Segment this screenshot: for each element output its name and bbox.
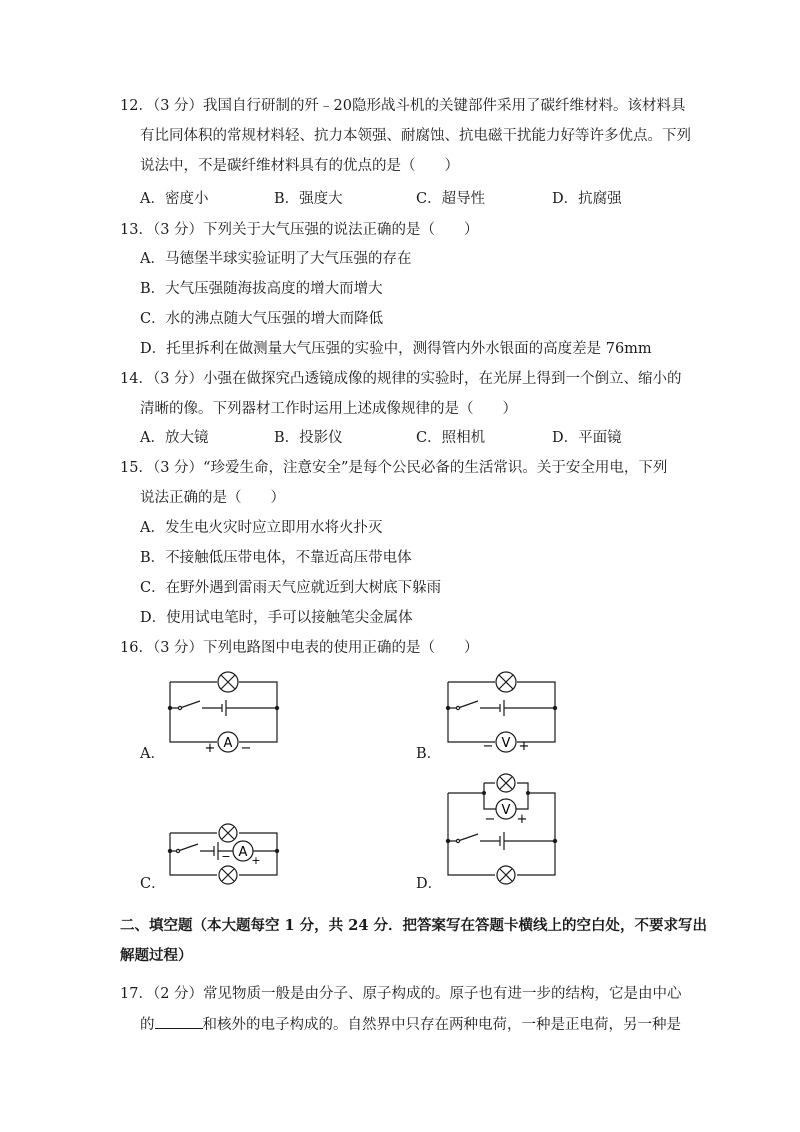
q13-option-c: C．水的沸点随大气压强的增大而降低 bbox=[140, 311, 384, 327]
q17-text-line-1: 17．（2 分）常见物质一般是由分子、原子构成的。原子也有进一步的结构，它是由中心 bbox=[120, 986, 682, 1002]
q14-option-b: B．投影仪 bbox=[274, 430, 343, 446]
minus-sign-d: − bbox=[484, 812, 496, 827]
q16-option-b-label: B． bbox=[416, 746, 442, 762]
voltmeter-symbol-d: V bbox=[501, 803, 511, 818]
q12-text-line-1: 12．（3 分）我国自行研制的歼﹣20隐形战斗机的关键部件采用了碳纤维材料。该材料具 bbox=[120, 98, 686, 114]
q13-option-d: D．托里拆利在做测量大气压强的实验中，测得管内外水银面的高度差是 76mm bbox=[140, 341, 652, 357]
ammeter-symbol-c: A bbox=[238, 845, 248, 860]
minus-sign-c: − bbox=[221, 850, 231, 863]
q15-option-a: A．发生电火灾时应立即用水将火扑灭 bbox=[140, 520, 383, 536]
minus-sign-b: − bbox=[482, 739, 494, 754]
voltmeter-symbol-b: V bbox=[501, 736, 511, 751]
circuit-b-diagram bbox=[438, 670, 568, 760]
q15-text-line-1: 15．（3 分）“珍爱生命，注意安全”是每个公民必备的生活常识。关于安全用电，下列 bbox=[120, 460, 668, 476]
q15-option-c: C．在野外遇到雷雨天气应就近到大树底下躲雨 bbox=[140, 580, 442, 596]
q12-option-d: D．抗腐强 bbox=[552, 191, 622, 207]
q12-text-line-2: 有比同体积的常规材料轻、抗力本领强、耐腐蚀、抗电磁干扰能力好等许多优点。下列 bbox=[140, 128, 691, 144]
q17-line-2-start: 的 bbox=[140, 1017, 155, 1033]
circuit-a-diagram bbox=[160, 670, 290, 760]
q15-option-d: D．使用试电笔时，手可以接触笔尖金属体 bbox=[140, 610, 413, 626]
circuit-d-diagram bbox=[438, 775, 568, 891]
q14-option-c: C．照相机 bbox=[416, 430, 486, 446]
q13-option-b: B．大气压强随海拔高度的增大而增大 bbox=[140, 281, 383, 297]
minus-sign-a: − bbox=[240, 741, 252, 756]
q14-text-line-2: 清晰的像。下列器材工作时运用上述成像规律的是（ ） bbox=[140, 401, 517, 417]
q12-option-c: C．超导性 bbox=[416, 191, 486, 207]
q13-option-a: A．马德堡半球实验证明了大气压强的存在 bbox=[140, 251, 412, 267]
q12-text-line-3: 说法中，不是碳纤维材料具有的优点的是（ ） bbox=[140, 158, 459, 174]
circuit-c-diagram bbox=[160, 825, 290, 891]
plus-sign-b: + bbox=[518, 739, 530, 754]
q17-line-2-rest: 和核外的电子构成的。自然界中只存在两种电荷，一种是正电荷，另一种是 bbox=[202, 1017, 681, 1033]
section-2-heading-line-2: 解题过程） bbox=[120, 947, 193, 964]
q16-option-d-label: D． bbox=[416, 876, 443, 892]
q16-option-c-label: C． bbox=[140, 876, 166, 892]
plus-sign-c: + bbox=[251, 854, 261, 867]
q16-option-a-label: A． bbox=[140, 746, 165, 762]
q17-text-line-2 bbox=[140, 1014, 681, 1035]
q15-option-b: B．不接触低压带电体，不靠近高压带电体 bbox=[140, 550, 412, 566]
q12-option-a: A．密度小 bbox=[140, 191, 209, 207]
ammeter-symbol-a: A bbox=[223, 736, 233, 751]
q15-text-line-2: 说法正确的是（ ） bbox=[140, 490, 285, 506]
q12-option-b: B．强度大 bbox=[274, 191, 343, 207]
plus-sign-d: + bbox=[516, 812, 528, 827]
q13-text: 13．（3 分）下列关于大气压强的说法正确的是（ ） bbox=[120, 222, 479, 238]
q17-answer-blank[interactable] bbox=[155, 1014, 203, 1029]
q16-text: 16．（3 分）下列电路图中电表的使用正确的是（ ） bbox=[120, 640, 479, 656]
q14-option-a: A．放大镜 bbox=[140, 430, 209, 446]
q14-option-d: D．平面镜 bbox=[552, 430, 622, 446]
plus-sign-a: + bbox=[204, 741, 216, 756]
section-2-heading-line-1: 二、填空题（本大题每空 1 分，共 24 分．把答案写在答题卡横线上的空白处，不要求写出 bbox=[120, 917, 707, 934]
q14-text-line-1: 14．（3 分）小强在做探究凸透镜成像的规律的实验时，在光屏上得到一个倒立、缩小的 bbox=[120, 371, 682, 387]
